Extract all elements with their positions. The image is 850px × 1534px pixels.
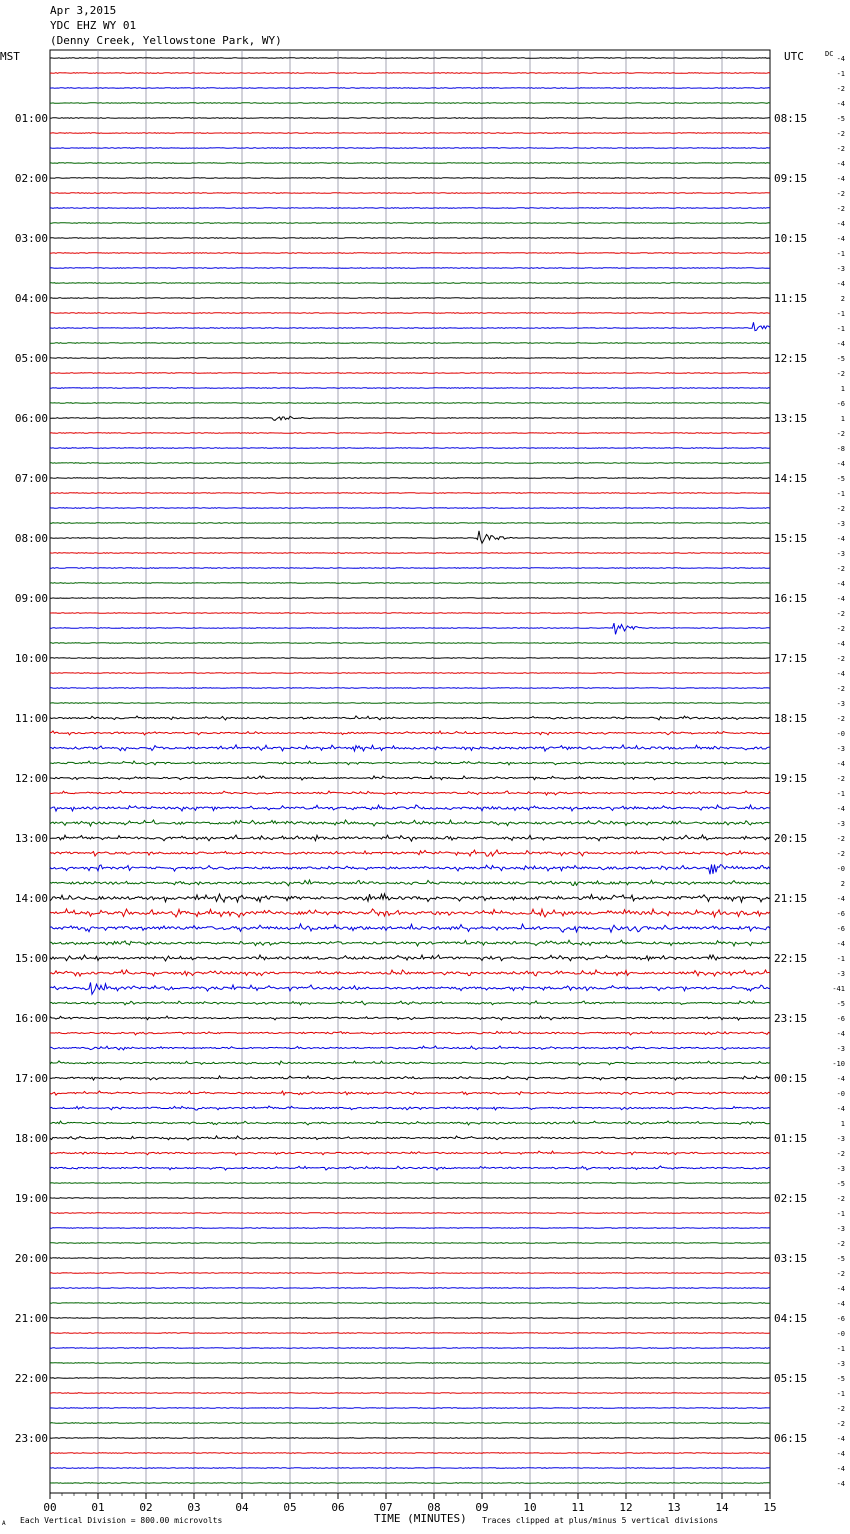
trace-line [50, 909, 770, 917]
dc-offset-label: -2 [836, 130, 845, 138]
trace-line [50, 1363, 770, 1364]
trace-line [50, 955, 770, 961]
chart-date: Apr 3,2015 [50, 4, 117, 17]
dc-offset-label: -4 [836, 100, 845, 108]
utc-hour-label: 10:15 [774, 232, 808, 245]
trace-line [50, 253, 770, 254]
utc-hour-label: 15:15 [774, 532, 808, 545]
dc-offset-label: -1 [836, 70, 845, 78]
trace-line [50, 1303, 770, 1304]
mst-axis-label: MST [0, 50, 20, 63]
dc-offset-label: -4 [836, 535, 845, 543]
mst-hour-label: 22:00 [14, 1372, 48, 1385]
trace-line [50, 1016, 770, 1020]
trace-line [50, 163, 770, 164]
dc-offset-label: -6 [836, 400, 845, 408]
trace-line [50, 731, 770, 735]
x-tick-label: 07 [379, 1501, 393, 1514]
dc-offset-label: -2 [836, 1405, 845, 1413]
dc-offset-label: -2 [836, 1195, 845, 1203]
utc-hour-label: 03:15 [774, 1252, 808, 1265]
trace-line [50, 358, 770, 359]
axis-labels [15, 55, 845, 1514]
dc-offset-label: -1 [836, 1390, 845, 1398]
dc-offset-label: -3 [836, 820, 845, 828]
dc-offset-label: -5 [836, 115, 845, 123]
trace-line [50, 1228, 770, 1229]
trace-line [50, 118, 770, 119]
dc-offset-label: 2 [840, 295, 845, 303]
mst-hour-label: 13:00 [14, 832, 48, 845]
trace-line [50, 88, 770, 89]
trace-line [50, 1046, 770, 1050]
trace-line [50, 1136, 770, 1140]
dc-offset-label: -4 [836, 940, 845, 948]
trace-line [50, 1258, 770, 1259]
mst-hour-label: 16:00 [14, 1012, 48, 1025]
dc-offset-label: -4 [836, 1030, 845, 1038]
mst-hour-label: 12:00 [14, 772, 48, 785]
utc-hour-label: 08:15 [774, 112, 808, 125]
utc-hour-label: 20:15 [774, 832, 808, 845]
dc-offset-label: -3 [836, 520, 845, 528]
trace-line [50, 1198, 770, 1199]
trace-line [50, 1183, 770, 1184]
trace-line [50, 1288, 770, 1289]
trace-line [50, 1061, 770, 1065]
utc-hour-label: 02:15 [774, 1192, 808, 1205]
x-tick-label: 06 [331, 1501, 345, 1514]
utc-hour-label: 17:15 [774, 652, 808, 665]
trace-line [50, 133, 770, 134]
dc-offset-label: -2 [836, 835, 845, 843]
dc-offset-label: -4 [836, 1480, 845, 1488]
trace-line [50, 1483, 770, 1484]
dc-offset-label: -2 [836, 610, 845, 618]
trace-line [50, 761, 770, 765]
trace-line [50, 416, 770, 420]
dc-offset-label: -4 [836, 220, 845, 228]
trace-line [50, 531, 770, 544]
dc-offset-label: -41 [832, 985, 845, 993]
trace-line [50, 103, 770, 104]
trace-line [50, 1453, 770, 1454]
trace-line [50, 148, 770, 149]
trace-line [50, 508, 770, 509]
trace-line [50, 1273, 770, 1274]
trace-line [50, 583, 770, 584]
dc-offset-label: -4 [836, 895, 845, 903]
trace-line [50, 1106, 770, 1110]
dc-offset-label: -2 [836, 505, 845, 513]
trace-line [50, 894, 770, 902]
mst-hour-label: 10:00 [14, 652, 48, 665]
trace-line [50, 1348, 770, 1349]
trace-line [50, 1408, 770, 1409]
dc-offset-label: -3 [836, 550, 845, 558]
trace-line [50, 433, 770, 434]
trace-line [50, 1378, 770, 1379]
mst-hour-label: 03:00 [14, 232, 48, 245]
utc-hour-label: 23:15 [774, 1012, 808, 1025]
dc-offset-label: -2 [836, 145, 845, 153]
dc-offset-label: -3 [836, 1360, 845, 1368]
x-tick-label: 12 [619, 1501, 633, 1514]
dc-offset-label: -3 [836, 745, 845, 753]
trace-line [50, 776, 770, 780]
dc-offset-label: -2 [836, 1420, 845, 1428]
dc-offset-label: -2 [836, 1270, 845, 1278]
utc-hour-label: 01:15 [774, 1132, 808, 1145]
trace-line [50, 73, 770, 74]
dc-offset-label: -1 [836, 1210, 845, 1218]
mst-hour-label: 15:00 [14, 952, 48, 965]
mst-hour-label: 09:00 [14, 592, 48, 605]
station-code: YDC EHZ WY 01 [50, 19, 137, 32]
trace-line [50, 1318, 770, 1319]
trace-line [50, 1076, 770, 1080]
dc-offset-label: -3 [836, 970, 845, 978]
dc-offset-label: -2 [836, 685, 845, 693]
scale-note: Each Vertical Division = 800.00 microvolts [20, 1516, 223, 1525]
trace-line [50, 850, 770, 856]
mst-hour-label: 04:00 [14, 292, 48, 305]
dc-offset-label: 1 [840, 385, 845, 393]
dc-offset-label: -4 [836, 670, 845, 678]
dc-offset-label: -2 [836, 205, 845, 213]
dc-offset-label: -2 [836, 430, 845, 438]
mst-hour-label: 19:00 [14, 1192, 48, 1205]
dc-offset-label: -5 [836, 475, 845, 483]
trace-line [50, 193, 770, 194]
dc-offset-label: -4 [836, 175, 845, 183]
mst-hour-label: 01:00 [14, 112, 48, 125]
dc-offset-label: -2 [836, 565, 845, 573]
dc-offset-label: -4 [836, 1300, 845, 1308]
trace-line [50, 448, 770, 449]
dc-offset-label: -3 [836, 265, 845, 273]
mst-hour-label: 21:00 [14, 1312, 48, 1325]
dc-offset-label: -3 [836, 700, 845, 708]
trace-line [50, 343, 770, 344]
utc-hour-label: 12:15 [774, 352, 808, 365]
dc-offset-label: -4 [836, 805, 845, 813]
trace-line [50, 1438, 770, 1439]
dc-offset-label: -3 [836, 1225, 845, 1233]
dc-offset-label: -1 [836, 490, 845, 498]
trace-line [50, 613, 770, 614]
dc-offset-label: -4 [836, 1285, 845, 1293]
dc-offset-label: -5 [836, 355, 845, 363]
trace-line [50, 658, 770, 659]
x-tick-label: 09 [475, 1501, 489, 1514]
trace-line [50, 623, 770, 634]
dc-offset-label: -1 [836, 790, 845, 798]
utc-hour-label: 05:15 [774, 1372, 808, 1385]
trace-line [50, 1031, 770, 1035]
dc-offset-label: -5 [836, 1000, 845, 1008]
trace-line [50, 1423, 770, 1424]
x-tick-label: 08 [427, 1501, 441, 1514]
dc-offset-label: -4 [836, 595, 845, 603]
dc-offset-label: -2 [836, 85, 845, 93]
utc-hour-label: 19:15 [774, 772, 808, 785]
dc-offset-label: -4 [836, 1450, 845, 1458]
mst-hour-label: 02:00 [14, 172, 48, 185]
x-tick-label: 14 [715, 1501, 729, 1514]
x-tick-label: 15 [763, 1501, 777, 1514]
utc-hour-label: 00:15 [774, 1072, 808, 1085]
dc-offset-label: -1 [836, 1345, 845, 1353]
trace-line [50, 1151, 770, 1155]
dc-offset-label: -4 [836, 460, 845, 468]
trace-line [50, 523, 770, 524]
trace-line [50, 478, 770, 479]
mst-hour-label: 06:00 [14, 412, 48, 425]
trace-line [50, 388, 770, 389]
trace-line [50, 716, 770, 720]
dc-offset-label: -0 [836, 865, 845, 873]
dc-offset-label: -2 [836, 655, 845, 663]
utc-hour-label: 09:15 [774, 172, 808, 185]
dc-offset-label: -1 [836, 250, 845, 258]
trace-line [50, 1091, 770, 1095]
trace-line [50, 268, 770, 269]
utc-hour-label: 22:15 [774, 952, 808, 965]
mst-hour-label: 14:00 [14, 892, 48, 905]
trace-line [50, 673, 770, 674]
trace-line [50, 373, 770, 374]
x-tick-label: 03 [187, 1501, 201, 1514]
trace-line [50, 298, 770, 299]
trace-line [50, 745, 770, 751]
x-tick-label: 13 [667, 1501, 681, 1514]
dc-offset-label: -4 [836, 55, 845, 63]
dc-offset-label: -5 [836, 1255, 845, 1263]
dc-offset-label: 1 [840, 1120, 845, 1128]
trace-line [50, 970, 770, 976]
dc-offset-label: 1 [840, 415, 845, 423]
trace-line [50, 864, 770, 874]
dc-offset-label: -5 [836, 1375, 845, 1383]
dc-offset-label: -1 [836, 955, 845, 963]
trace-line [50, 313, 770, 314]
dc-offset-label: -6 [836, 910, 845, 918]
dc-offset-label: -2 [836, 1150, 845, 1158]
trace-line [50, 940, 770, 946]
dc-offset-label: -4 [836, 160, 845, 168]
dc-offset-label: -2 [836, 625, 845, 633]
trace-line [50, 283, 770, 284]
trace-line [50, 1121, 770, 1125]
trace-line [50, 924, 770, 932]
dc-offset-label: -10 [832, 1060, 845, 1068]
plot-frame [50, 50, 770, 1493]
dc-offset-label: -1 [836, 310, 845, 318]
dc-offset-label: -4 [836, 580, 845, 588]
dc-offset-label: -4 [836, 640, 845, 648]
dc-offset-label: -2 [836, 370, 845, 378]
trace-line [50, 493, 770, 494]
dc-offset-label: -3 [836, 1165, 845, 1173]
dc-offset-label: -2 [836, 1240, 845, 1248]
mst-hour-label: 17:00 [14, 1072, 48, 1085]
utc-hour-label: 18:15 [774, 712, 808, 725]
x-tick-label: 05 [283, 1501, 297, 1514]
utc-hour-label: 16:15 [774, 592, 808, 605]
trace-line [50, 178, 770, 179]
utc-hour-label: 13:15 [774, 412, 808, 425]
dc-offset-label: -2 [836, 775, 845, 783]
trace-line [50, 1001, 770, 1005]
dc-offset-label: -4 [836, 760, 845, 768]
footer-marker: A [2, 1520, 6, 1527]
trace-line [50, 880, 770, 886]
seismic-traces [50, 58, 770, 1484]
x-tick-label: 11 [571, 1501, 585, 1514]
trace-line [50, 703, 770, 704]
dc-label: DC [825, 50, 834, 58]
dc-offset-label: -1 [836, 325, 845, 333]
x-tick-label: 10 [523, 1501, 537, 1514]
clip-note: Traces clipped at plus/minus 5 vertical divisions [482, 1516, 719, 1525]
trace-line [50, 1468, 770, 1469]
dc-offset-label: -4 [836, 1435, 845, 1443]
mst-hour-label: 08:00 [14, 532, 48, 545]
dc-offset-label: -4 [836, 235, 845, 243]
dc-offset-label: -4 [836, 1105, 845, 1113]
trace-line [50, 238, 770, 239]
x-axis-title: TIME (MINUTES) [374, 1512, 467, 1525]
mst-hour-label: 11:00 [14, 712, 48, 725]
dc-offset-label: -4 [836, 1075, 845, 1083]
dc-offset-label: -4 [836, 340, 845, 348]
mst-hour-label: 20:00 [14, 1252, 48, 1265]
trace-line [50, 553, 770, 554]
x-tick-label: 02 [139, 1501, 153, 1514]
trace-line [50, 463, 770, 464]
utc-hour-label: 11:15 [774, 292, 808, 305]
dc-offset-label: -2 [836, 850, 845, 858]
dc-offset-label: -5 [836, 1180, 845, 1188]
station-location: (Denny Creek, Yellowstone Park, WY) [50, 34, 282, 47]
trace-line [50, 208, 770, 209]
utc-hour-label: 06:15 [774, 1432, 808, 1445]
dc-offset-label: -4 [836, 280, 845, 288]
mst-hour-label: 05:00 [14, 352, 48, 365]
trace-line [50, 598, 770, 599]
dc-offset-label: -4 [836, 1465, 845, 1473]
dc-offset-label: -3 [836, 1045, 845, 1053]
trace-line [50, 568, 770, 569]
trace-line [50, 322, 770, 330]
mst-hour-label: 23:00 [14, 1432, 48, 1445]
trace-line [50, 1243, 770, 1244]
trace-line [50, 1333, 770, 1334]
trace-line [50, 805, 770, 811]
utc-axis-label: UTC [784, 50, 804, 63]
trace-line [50, 1393, 770, 1394]
mst-hour-label: 18:00 [14, 1132, 48, 1145]
dc-offset-label: -0 [836, 730, 845, 738]
utc-hour-label: 14:15 [774, 472, 808, 485]
dc-offset-label: -8 [836, 445, 845, 453]
utc-hour-label: 04:15 [774, 1312, 808, 1325]
dc-offset-label: -6 [836, 1315, 845, 1323]
trace-line [50, 791, 770, 795]
trace-line [50, 643, 770, 644]
trace-line [50, 835, 770, 841]
trace-line [50, 223, 770, 224]
trace-line [50, 688, 770, 689]
mst-hour-label: 07:00 [14, 472, 48, 485]
x-tick-label: 01 [91, 1501, 105, 1514]
dc-offset-label: 2 [840, 880, 845, 888]
dc-offset-label: -6 [836, 925, 845, 933]
trace-line [50, 1166, 770, 1170]
dc-offset-label: -3 [836, 1135, 845, 1143]
trace-line [50, 820, 770, 826]
dc-offset-label: -0 [836, 1330, 845, 1338]
utc-hour-label: 21:15 [774, 892, 808, 905]
trace-line [50, 1213, 770, 1214]
trace-line [50, 983, 770, 995]
dc-offset-label: -2 [836, 190, 845, 198]
trace-line [50, 58, 770, 59]
dc-offset-label: -6 [836, 1015, 845, 1023]
x-tick-label: 04 [235, 1501, 249, 1514]
dc-offset-label: -2 [836, 715, 845, 723]
trace-line [50, 403, 770, 404]
dc-offset-label: -0 [836, 1090, 845, 1098]
x-tick-label: 00 [43, 1501, 57, 1514]
